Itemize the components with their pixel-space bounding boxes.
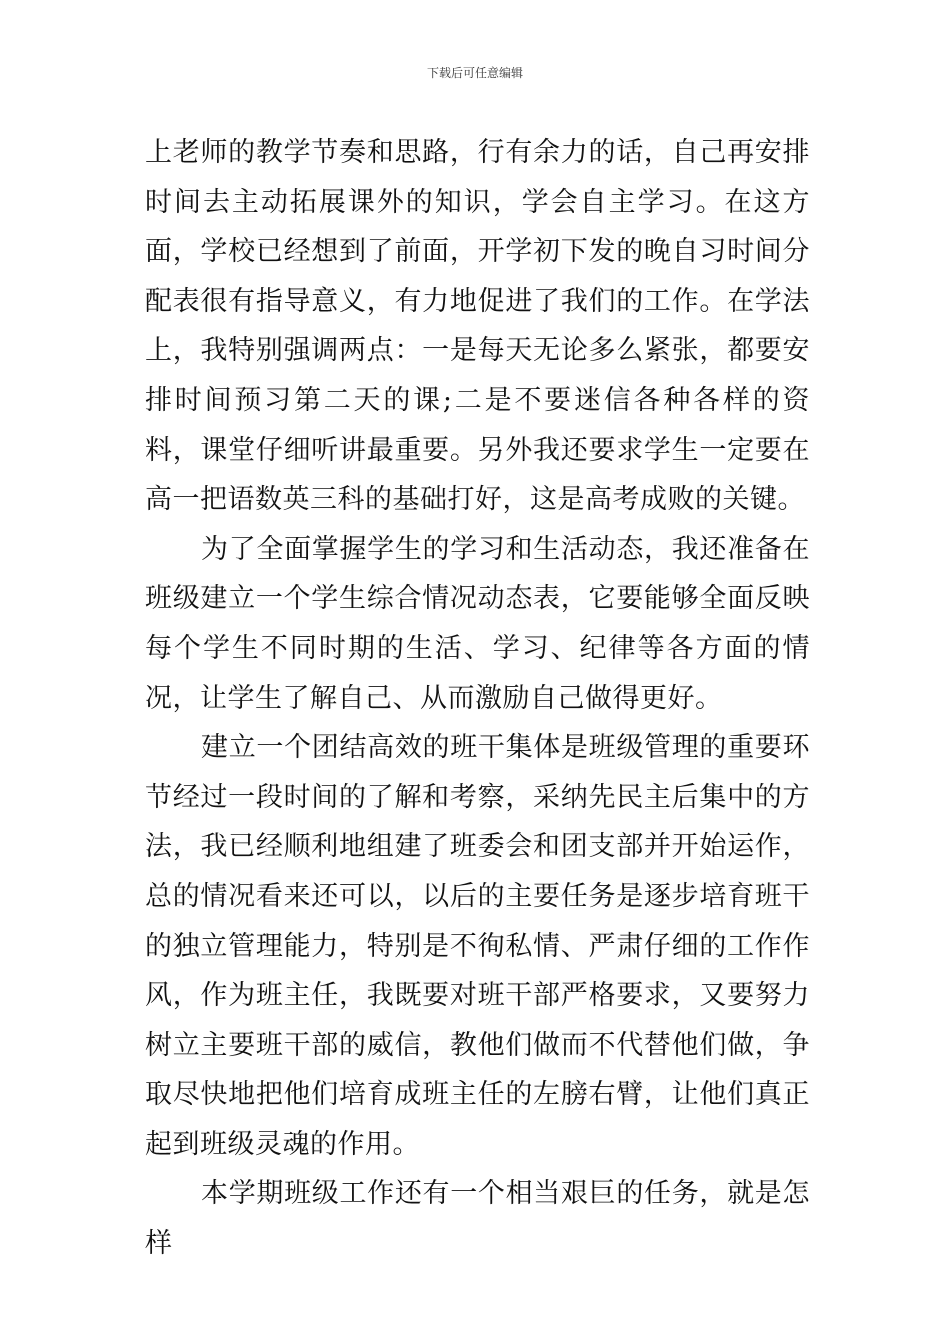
paragraph-student-dynamics: 为了全面掌握学生的学习和生活动态，我还准备在班级建立一个学生综合情况动态表，它要能够全面反映每个学生不同时期的生活、学习、纪律等各方面的情况，让学生了解自己、从而激励自己做得更好。 <box>145 533 810 714</box>
paragraph-semester-task: 本学期班级工作还有一个相当艰巨的任务，就是怎样 <box>145 1178 810 1260</box>
paragraph-continued: 上老师的教学节奏和思路，行有余力的话，自己再安排时间去主动拓展课外的知识，学会自主学习。在这方面，学校已经想到了前面，开学初下发的晚自习时间分配表很有指导意义，有力地促进了我们的工作。在学法上，我特别强调两点：一是每天无论多么紧张，都要安排时间预习第二天的课;二是不要迷信各种各样的资料，课堂仔细听讲最重要。另外我还要求学生一定要在高一把语数英三科的基础打好，这是高考成败的关键。 <box>145 137 810 516</box>
body-text <box>145 128 810 1269</box>
page-header-note: 下载后可任意编辑 <box>426 66 523 80</box>
paragraph-class-cadre: 建立一个团结高效的班干集体是班级管理的重要环节经过一段时间的了解和考察，采纳先民主后集中的方法，我已经顺利地组建了班委会和团支部并开始运作，总的情况看来还可以，以后的主要任务是逐步培育班干的独立管理能力，特别是不徇私情、严肃仔细的工作作风，作为班主任，我既要对班干部严格要求，又要努力树立主要班干部的威信，教他们做而不代替他们做，争取尽快地把他们培育成班主任的左膀右臂，让他们真正起到班级灵魂的作用。 <box>145 732 810 1160</box>
